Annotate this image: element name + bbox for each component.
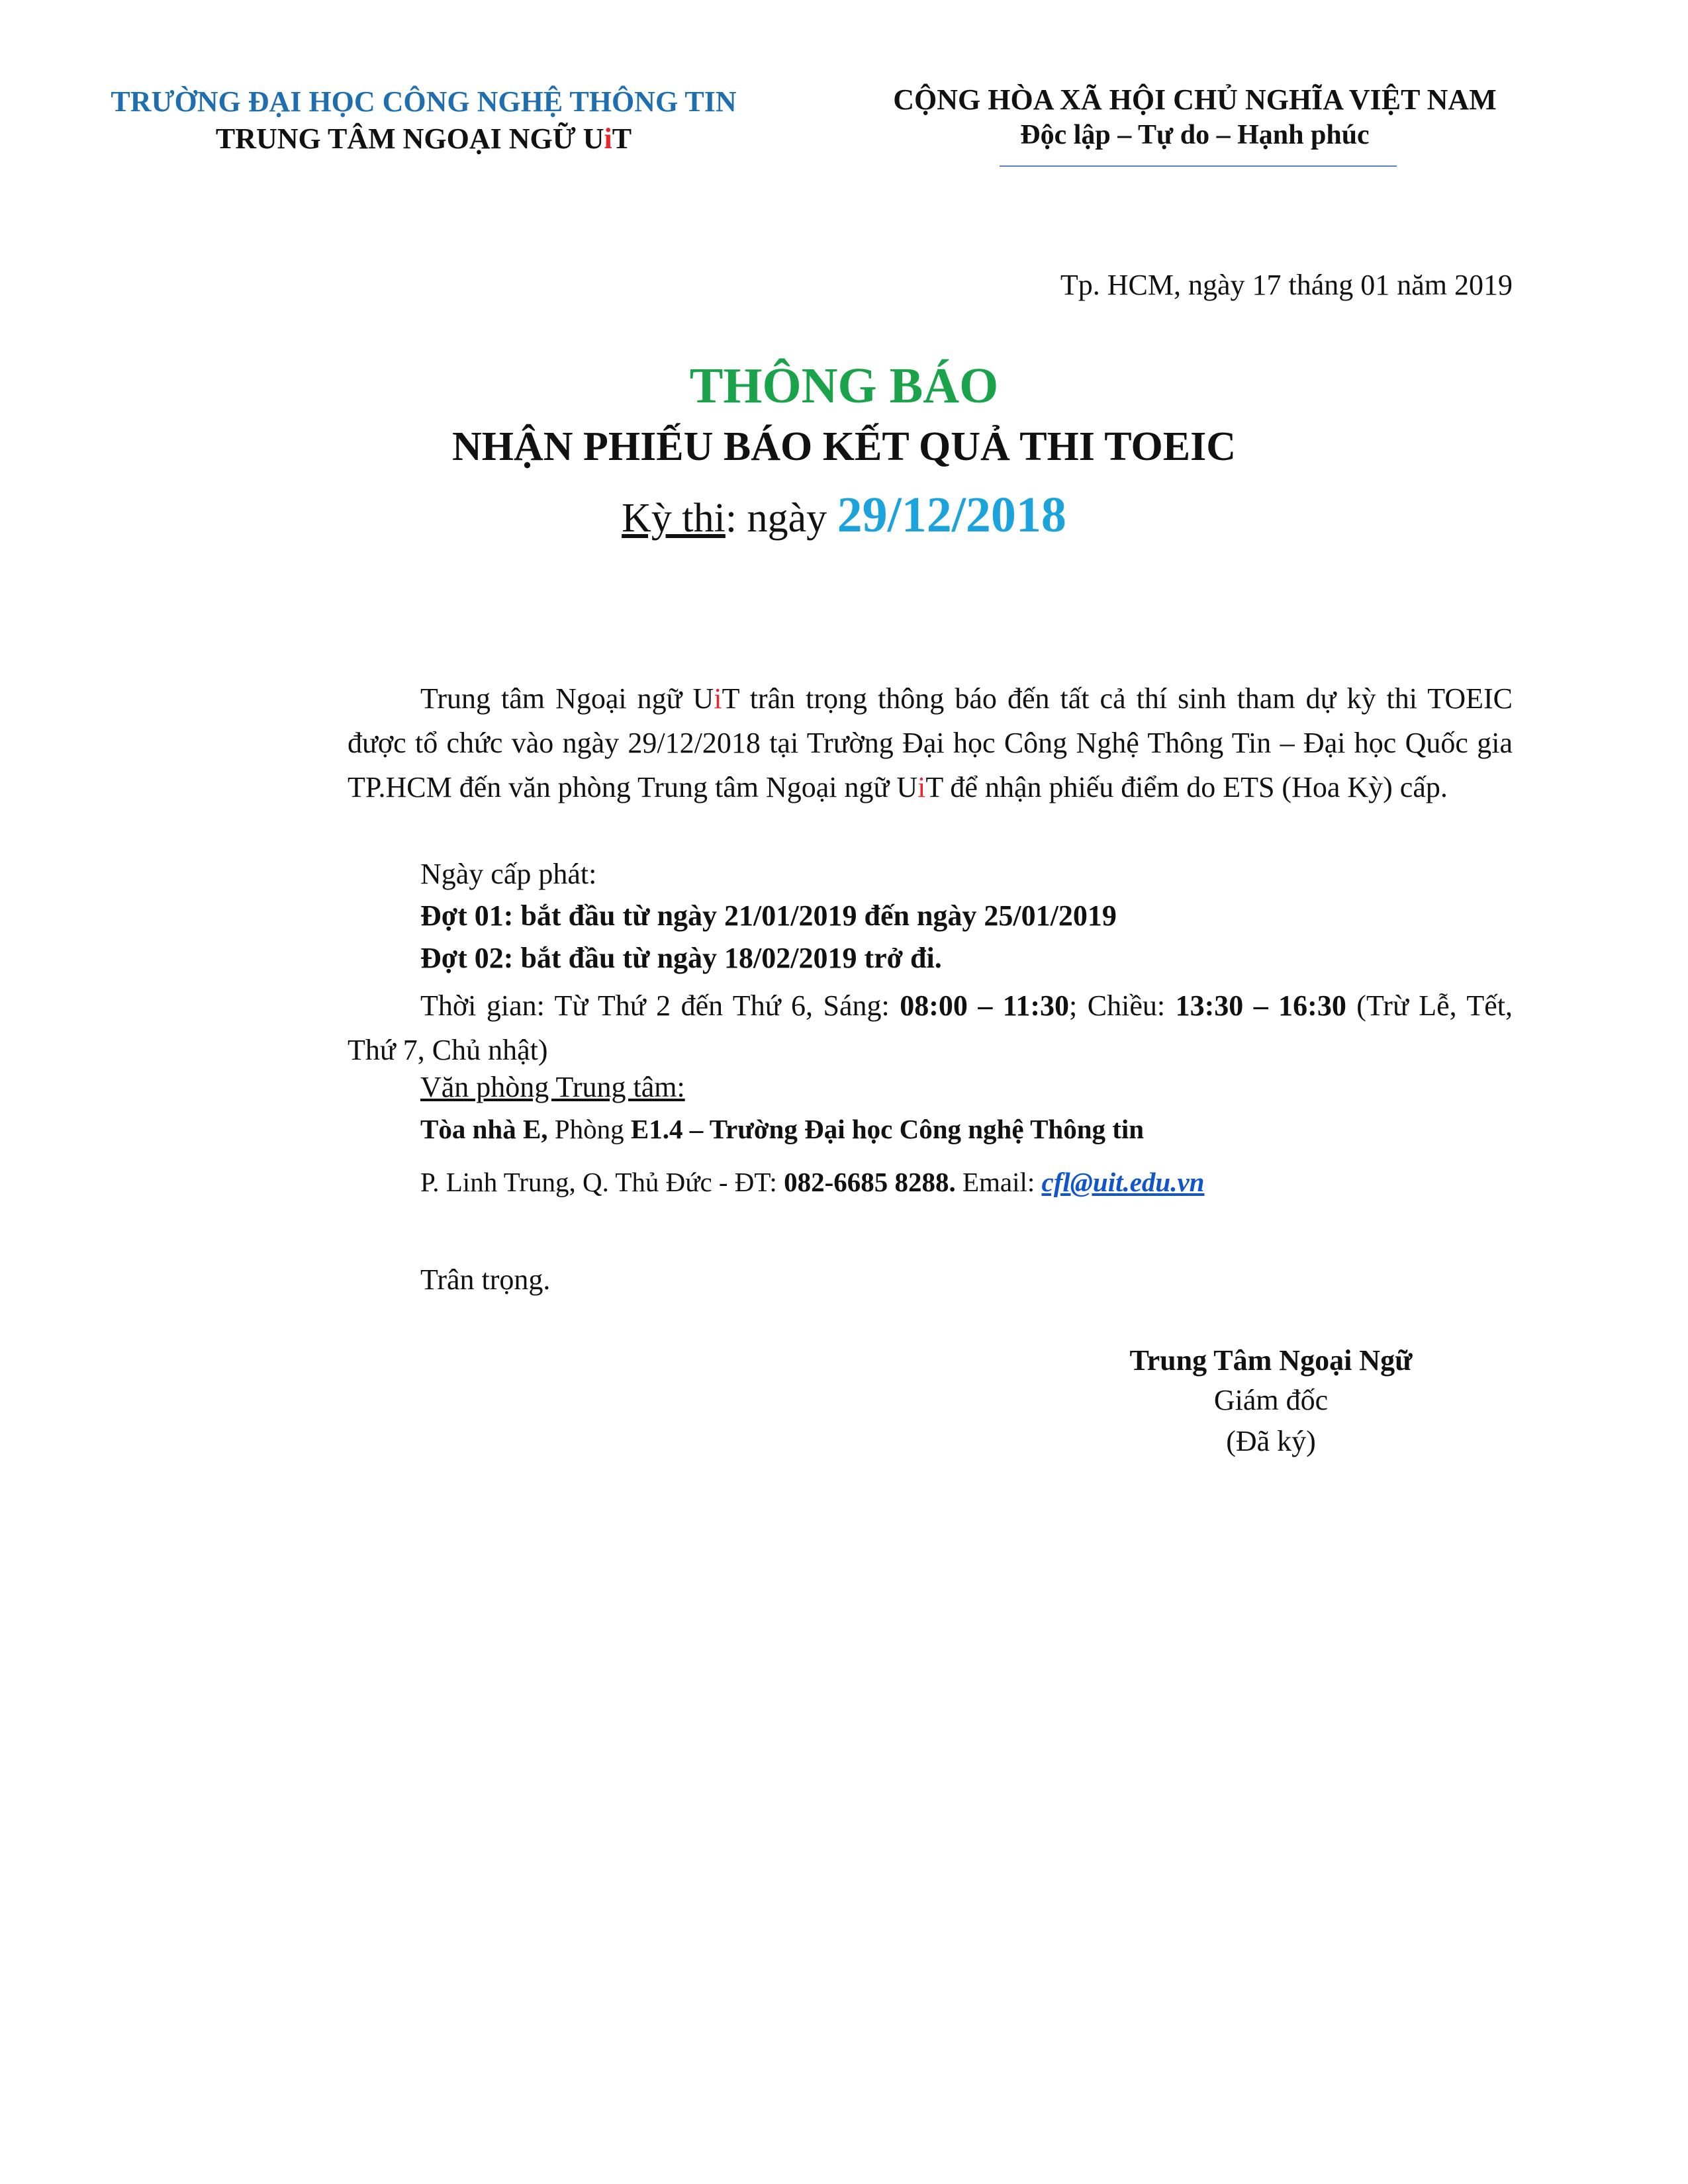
time-morning: 08:00 – 11:30	[900, 989, 1070, 1022]
date-line: Tp. HCM, ngày 17 tháng 01 năm 2019	[1060, 269, 1513, 301]
time-text-1: Thời gian: Từ Thứ 2 đến Thứ 6, Sáng:	[420, 989, 900, 1022]
center-name-suffix: T	[612, 122, 632, 155]
para-i-2: i	[917, 771, 926, 803]
exam-date-line	[0, 486, 1688, 544]
para-text-3: T để nhận phiếu điểm do ETS (Hoa Kỳ) cấp.	[925, 771, 1448, 803]
office-room: E1.4 – Trường Đại học Công nghệ Thông tin	[630, 1114, 1145, 1144]
center-name-prefix: TRUNG TÂM NGOẠI NGỮ U	[215, 122, 604, 155]
exam-date: 29/12/2018	[837, 487, 1066, 543]
address-line	[420, 1166, 1204, 1198]
body-paragraph	[348, 676, 1513, 809]
round-1: Đợt 01: bắt đầu từ ngày 21/01/2019 đến ngày 25/01/2019	[420, 899, 1117, 932]
center-name	[93, 122, 755, 156]
motto-underline	[1000, 165, 1397, 167]
time-afternoon: 13:30 – 16:30	[1175, 989, 1346, 1022]
university-name: TRƯỜNG ĐẠI HỌC CÔNG NGHỆ THÔNG TIN	[111, 85, 737, 118]
phone-number: 082-6685 8288.	[784, 1167, 956, 1197]
notice-title: THÔNG BÁO	[689, 358, 999, 414]
office-building: Tòa nhà E,	[420, 1114, 548, 1144]
national-title: CỘNG HÒA XÃ HỘI CHỦ NGHĨA VIỆT NAM	[893, 83, 1497, 116]
address-text: P. Linh Trung, Q. Thủ Đức - ĐT:	[420, 1167, 784, 1197]
para-text-2: T trân trọng thông báo đến tất cả thí sinh tham dự kỳ thi TOEIC được tổ chức vào ngày 29/12/2018 tại Trường Đại học Công Nghệ Thông Tin – Đại học Quốc gia TP.HCM đến văn phòng Trung tâm Ngoại ngữ U	[348, 682, 1513, 803]
exam-label: Kỳ thi	[622, 496, 726, 541]
signature-role: Giám đốc	[1213, 1384, 1329, 1416]
time-text-3: (Trừ Lễ, Tết, Thứ 7, Chủ nhật)	[348, 989, 1513, 1066]
center-name-i: i	[604, 122, 612, 155]
office-line	[420, 1113, 1144, 1145]
time-paragraph	[348, 983, 1513, 1072]
exam-sep: : ngày	[725, 496, 837, 541]
signature-org: Trung Tâm Ngoại Ngữ	[1129, 1344, 1413, 1377]
email-link[interactable]: cfl@uit.edu.vn	[1041, 1167, 1205, 1197]
office-room-label: Phòng	[547, 1114, 631, 1144]
para-text-1: Trung tâm Ngoại ngữ U	[420, 682, 714, 715]
issue-label: Ngày cấp phát:	[420, 858, 597, 890]
closing: Trân trọng.	[420, 1263, 551, 1296]
time-text-2: ; Chiều:	[1069, 989, 1176, 1022]
para-i-1: i	[714, 682, 722, 715]
email-label: Email:	[955, 1167, 1042, 1197]
notice-subtitle: NHẬN PHIẾU BÁO KẾT QUẢ THI TOEIC	[451, 424, 1237, 469]
round-2: Đợt 02: bắt đầu từ ngày 18/02/2019 trở đi.	[420, 942, 942, 974]
national-motto: Độc lập – Tự do – Hạnh phúc	[1020, 120, 1370, 150]
office-label: Văn phòng Trung tâm:	[420, 1071, 685, 1103]
signature-note: (Đã ký)	[1226, 1425, 1316, 1457]
